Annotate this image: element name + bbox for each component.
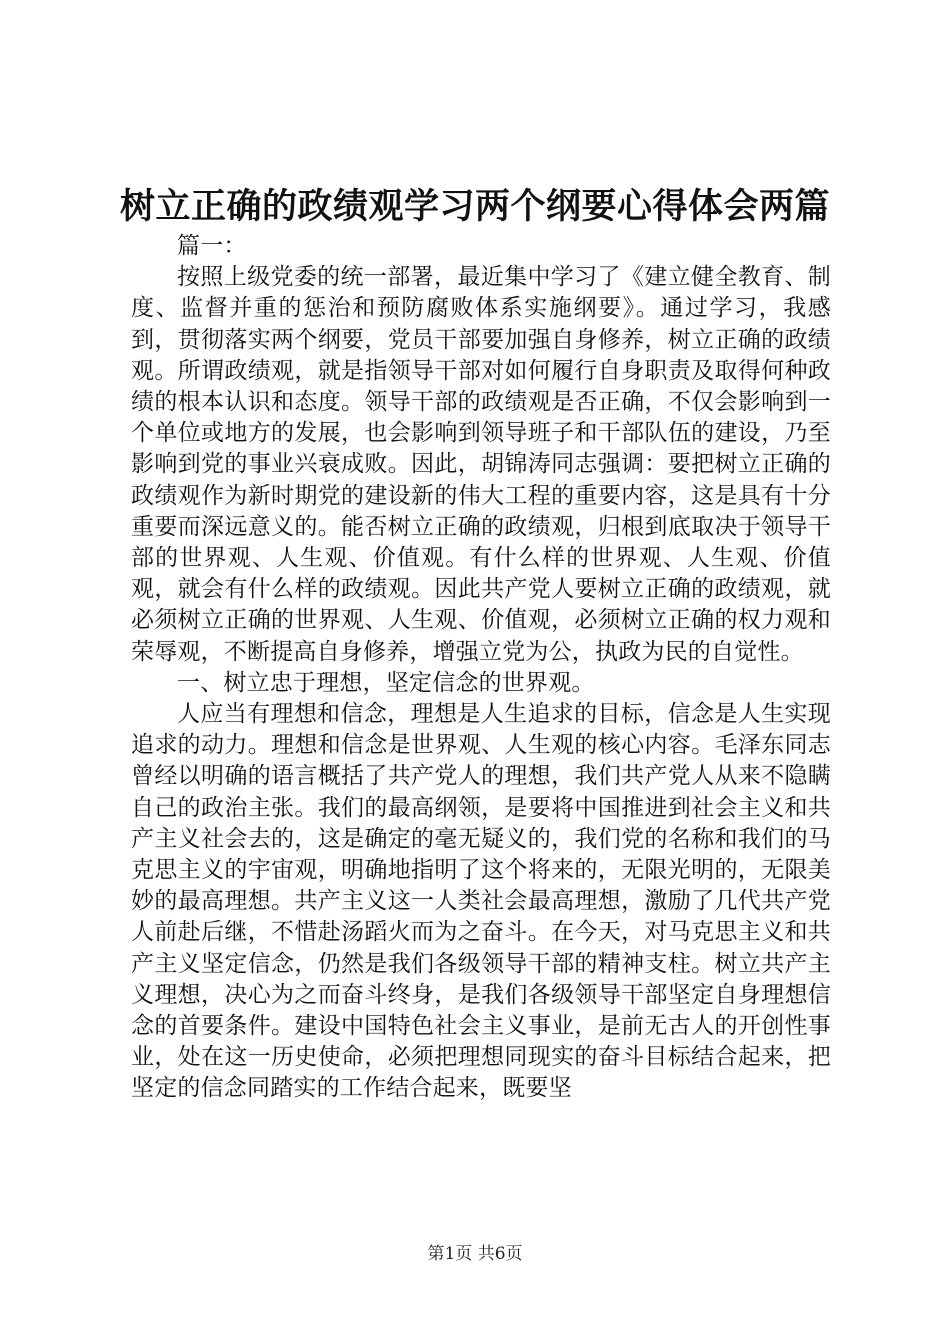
intro-paragraph: 按照上级党委的统一部署，最近集中学习了《建立健全教育、制度、监督并重的惩治和预防腐败体系实施纲要》。通过学习，我感到，贯彻落实两个纲要，党员干部要加强自身修养，树立正确的政绩观。所谓政绩观，就是指领导干部对如何履行自身职责及取得何种政绩的根本认识和态度。领导干部的政绩观是否正确，不仅会影响到一个单位或地方的发展，也会影响到领导班子和干部队伍的建设，乃至影响到党的事业兴衰成败。因此，胡锦涛同志强调：要把树立正确的政绩观作为新时期党的建设新的伟大工程的重要内容，这是具有十分重要而深远意义的。能否树立正确的政绩观，归根到底取决于领导干部的世界观、人生观、价值观。有什么样的世界观、人生观、价值观，就会有什么样的政绩观。因此共产党人要树立正确的政绩观，就必须树立正确的世界观、人生观、价值观，必须树立正确的权力观和荣辱观，不断提高自身修养，增强立党为公，执政为民的自觉性。 [131, 264, 831, 665]
document-title: 树立正确的政绩观学习两个纲要心得体会两篇 [119, 186, 830, 227]
document-body [131, 231, 831, 1105]
section-label: 篇一： [177, 233, 247, 259]
page-footer: 第1页 共6页 [427, 1244, 523, 1264]
body-paragraph: 人应当有理想和信念，理想是人生追求的目标，信念是人生实现追求的动力。理想和信念是世界观、人生观的核心内容。毛泽东同志曾经以明确的语言概括了共产党人的理想，我们共产党人从来不隐瞒自己的政治主张。我们的最高纲领，是要将中国推进到社会主义和共产主义社会去的，这是确定的毫无疑义的，我们党的名称和我们的马克思主义的宇宙观，明确地指明了这个将来的，无限光明的，无限美妙的最高理想。共产主义这一人类社会最高理想，激励了几代共产党人前赴后继，不惜赴汤蹈火而为之奋斗。在今天，对马克思主义和共产主义坚定信念，仍然是我们各级领导干部的精神支柱。树立共产主义理想，决心为之而奋斗终身，是我们各级领导干部坚定自身理想信念的首要条件。建设中国特色社会主义事业，是前无古人的开创性事业，处在这一历史使命，必须把理想同现实的奋斗目标结合起来，把坚定的信念同踏实的工作结合起来，既要坚 [131, 701, 831, 1102]
section-heading: 一、树立忠于理想，坚定信念的世界观。 [177, 669, 595, 696]
